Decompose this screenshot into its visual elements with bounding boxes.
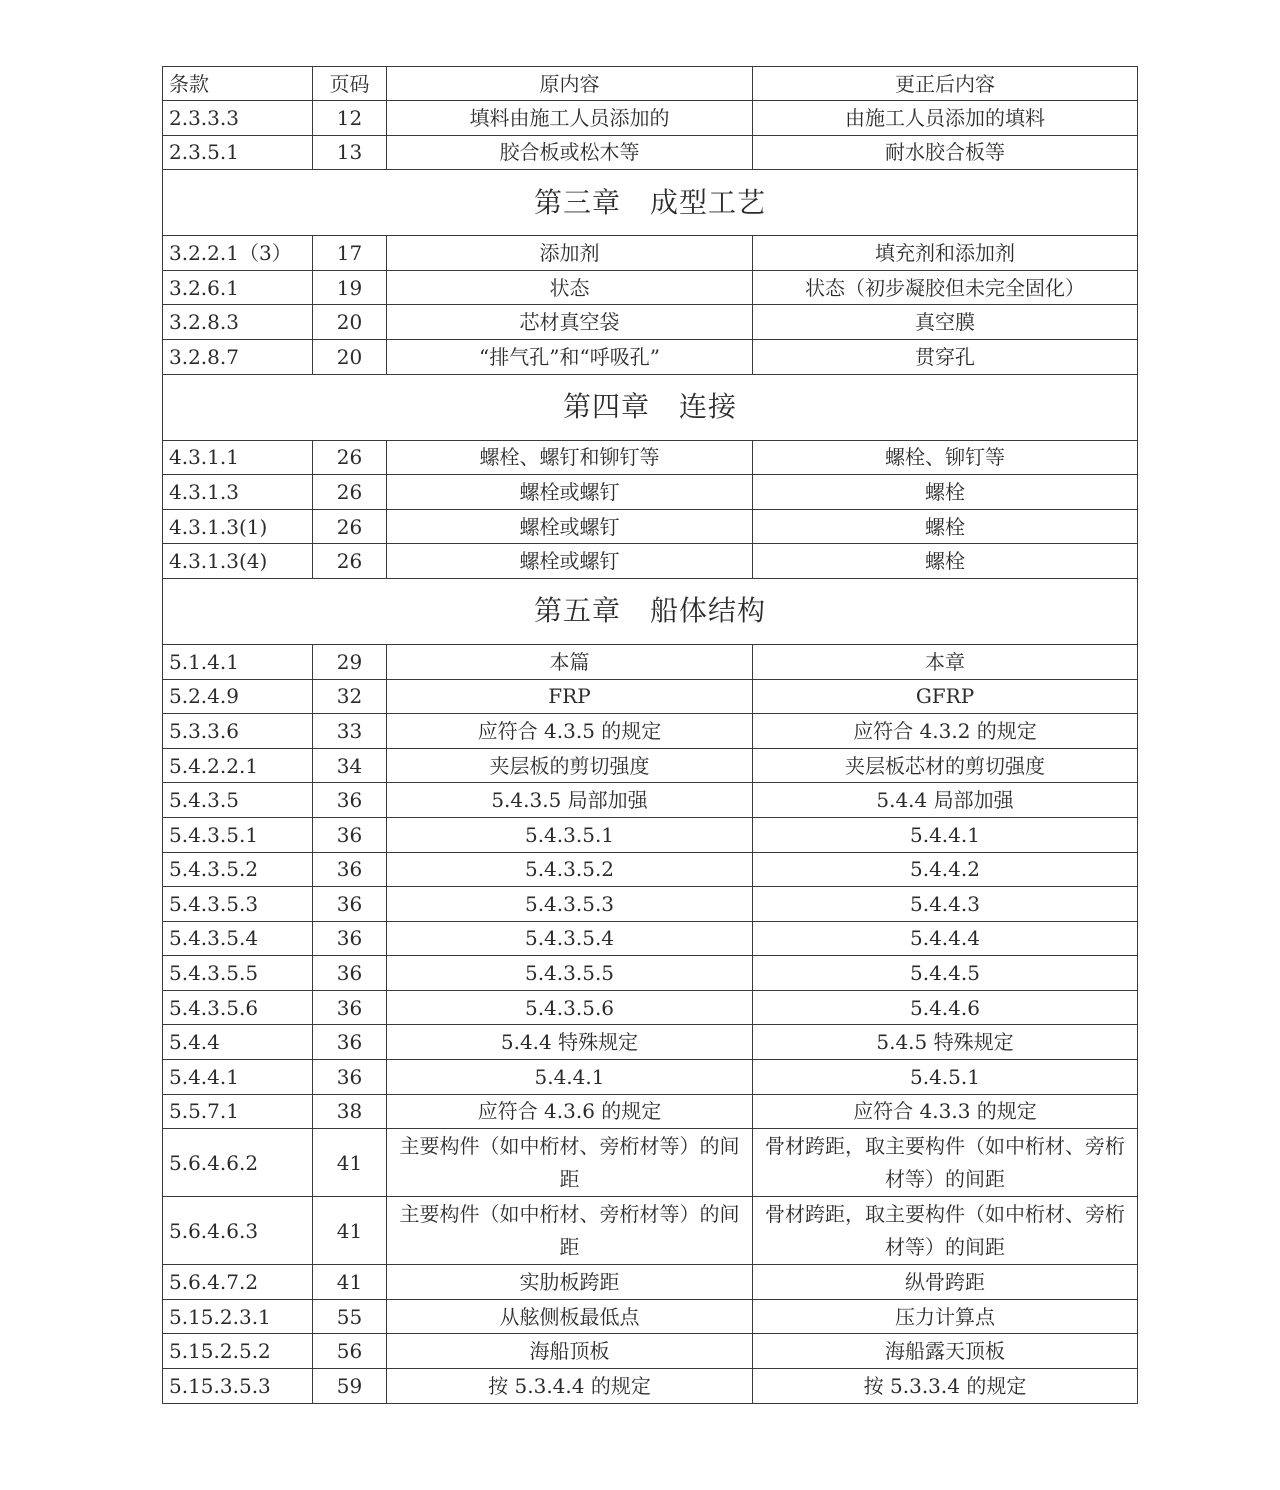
chapter-row — [163, 170, 1138, 236]
original-cell: 状态 — [387, 270, 753, 305]
page-cell: 26 — [313, 509, 387, 544]
original-cell: 添加剂 — [387, 236, 753, 271]
header-corrected: 更正后内容 — [753, 67, 1138, 101]
corrected-cell: 由施工人员添加的填料 — [753, 101, 1138, 136]
table-row — [163, 1025, 1138, 1060]
clause-cell: 3.2.8.7 — [163, 339, 313, 374]
clause-cell: 5.4.3.5.5 — [163, 956, 313, 991]
page-cell: 26 — [313, 440, 387, 475]
table-row — [163, 679, 1138, 714]
original-cell: 主要构件（如中桁材、旁桁材等）的间距 — [387, 1197, 753, 1265]
page-cell: 36 — [313, 1025, 387, 1060]
page-cell: 17 — [313, 236, 387, 271]
corrected-cell: 应符合 4.3.3 的规定 — [753, 1094, 1138, 1129]
corrected-cell: 填充剂和添加剂 — [753, 236, 1138, 271]
page-cell: 36 — [313, 956, 387, 991]
table-row — [163, 1129, 1138, 1197]
clause-cell: 3.2.6.1 — [163, 270, 313, 305]
table-row — [163, 339, 1138, 374]
clause-cell: 4.3.1.3(1) — [163, 509, 313, 544]
table-row — [163, 748, 1138, 783]
original-cell: 实肋板跨距 — [387, 1265, 753, 1300]
original-cell: 螺栓或螺钉 — [387, 544, 753, 579]
original-cell: 胶合板或松木等 — [387, 135, 753, 170]
page-cell: 36 — [313, 921, 387, 956]
page-cell: 36 — [313, 817, 387, 852]
header-row — [163, 67, 1138, 101]
page-cell: 36 — [313, 852, 387, 887]
clause-cell: 5.4.2.2.1 — [163, 748, 313, 783]
table-row — [163, 236, 1138, 271]
corrected-cell: 骨材跨距，取主要构件（如中桁材、旁桁材等）的间距 — [753, 1197, 1138, 1265]
page-cell: 20 — [313, 305, 387, 340]
clause-cell: 5.15.2.3.1 — [163, 1299, 313, 1334]
corrected-cell: 5.4.5.1 — [753, 1060, 1138, 1095]
corrected-cell: GFRP — [753, 679, 1138, 714]
corrected-cell: 5.4.4.5 — [753, 956, 1138, 991]
clause-cell: 5.2.4.9 — [163, 679, 313, 714]
clause-cell: 5.4.3.5.2 — [163, 852, 313, 887]
original-cell: 5.4.3.5.3 — [387, 887, 753, 922]
original-cell: 螺栓或螺钉 — [387, 475, 753, 510]
corrected-cell: 螺栓 — [753, 475, 1138, 510]
corrected-cell: 5.4.4.1 — [753, 817, 1138, 852]
original-cell: FRP — [387, 679, 753, 714]
table-row — [163, 544, 1138, 579]
page-cell: 26 — [313, 544, 387, 579]
corrected-cell: 螺栓 — [753, 544, 1138, 579]
table-row — [163, 714, 1138, 749]
corrected-cell: 纵骨跨距 — [753, 1265, 1138, 1300]
chapter-title: 第三章 成型工艺 — [163, 170, 1138, 236]
clause-cell: 3.2.2.1（3） — [163, 236, 313, 271]
page-cell: 34 — [313, 748, 387, 783]
clause-cell: 5.6.4.7.2 — [163, 1265, 313, 1300]
table-row — [163, 1369, 1138, 1404]
page-cell: 56 — [313, 1334, 387, 1369]
original-cell: 5.4.3.5.1 — [387, 817, 753, 852]
page-cell: 26 — [313, 475, 387, 510]
header-original: 原内容 — [387, 67, 753, 101]
table-row — [163, 783, 1138, 818]
clause-cell: 4.3.1.1 — [163, 440, 313, 475]
original-cell: 应符合 4.3.6 的规定 — [387, 1094, 753, 1129]
corrected-cell: 本章 — [753, 644, 1138, 679]
corrected-cell: 5.4.4.4 — [753, 921, 1138, 956]
corrected-cell: 5.4.4.3 — [753, 887, 1138, 922]
page-cell: 32 — [313, 679, 387, 714]
corrected-cell: 状态（初步凝胶但未完全固化） — [753, 270, 1138, 305]
table-row — [163, 1299, 1138, 1334]
table-row — [163, 887, 1138, 922]
table-row — [163, 817, 1138, 852]
clause-cell: 5.3.3.6 — [163, 714, 313, 749]
clause-cell: 5.6.4.6.2 — [163, 1129, 313, 1197]
page-cell: 36 — [313, 783, 387, 818]
table-row — [163, 921, 1138, 956]
chapter-row — [163, 374, 1138, 440]
table-row — [163, 1334, 1138, 1369]
original-cell: 5.4.4 特殊规定 — [387, 1025, 753, 1060]
original-cell: 填料由施工人员添加的 — [387, 101, 753, 136]
page-cell: 20 — [313, 339, 387, 374]
original-cell: 从舷侧板最低点 — [387, 1299, 753, 1334]
chapter-title: 第五章 船体结构 — [163, 578, 1138, 644]
corrected-cell: 螺栓、铆钉等 — [753, 440, 1138, 475]
original-cell: 5.4.3.5 局部加强 — [387, 783, 753, 818]
table-row — [163, 644, 1138, 679]
header-clause: 条款 — [163, 67, 313, 101]
corrected-cell: 真空膜 — [753, 305, 1138, 340]
original-cell: 夹层板的剪切强度 — [387, 748, 753, 783]
clause-cell: 4.3.1.3(4) — [163, 544, 313, 579]
corrected-cell: 骨材跨距，取主要构件（如中桁材、旁桁材等）的间距 — [753, 1129, 1138, 1197]
corrected-cell: 5.4.4.6 — [753, 990, 1138, 1025]
corrected-cell: 应符合 4.3.2 的规定 — [753, 714, 1138, 749]
page-cell: 19 — [313, 270, 387, 305]
page-cell: 36 — [313, 887, 387, 922]
corrected-cell: 夹层板芯材的剪切强度 — [753, 748, 1138, 783]
clause-cell: 5.4.3.5.3 — [163, 887, 313, 922]
clause-cell: 5.4.3.5.4 — [163, 921, 313, 956]
original-cell: 5.4.3.5.6 — [387, 990, 753, 1025]
corrected-cell: 螺栓 — [753, 509, 1138, 544]
clause-cell: 5.4.4 — [163, 1025, 313, 1060]
original-cell: 5.4.3.5.5 — [387, 956, 753, 991]
original-cell: 螺栓、螺钉和铆钉等 — [387, 440, 753, 475]
page-cell: 12 — [313, 101, 387, 136]
table-row — [163, 1197, 1138, 1265]
table-row — [163, 509, 1138, 544]
clause-cell: 5.6.4.6.3 — [163, 1197, 313, 1265]
clause-cell: 5.4.3.5.1 — [163, 817, 313, 852]
page-cell: 33 — [313, 714, 387, 749]
clause-cell: 5.4.3.5.6 — [163, 990, 313, 1025]
clause-cell: 5.5.7.1 — [163, 1094, 313, 1129]
clause-cell: 5.15.2.5.2 — [163, 1334, 313, 1369]
table-row — [163, 270, 1138, 305]
clause-cell: 2.3.5.1 — [163, 135, 313, 170]
table-row — [163, 305, 1138, 340]
page-cell: 41 — [313, 1129, 387, 1197]
page-cell: 59 — [313, 1369, 387, 1404]
corrected-cell: 5.4.5 特殊规定 — [753, 1025, 1138, 1060]
clause-cell: 3.2.8.3 — [163, 305, 313, 340]
original-cell: 应符合 4.3.5 的规定 — [387, 714, 753, 749]
table-row — [163, 440, 1138, 475]
page-cell: 13 — [313, 135, 387, 170]
clause-cell: 4.3.1.3 — [163, 475, 313, 510]
page-cell: 41 — [313, 1197, 387, 1265]
table-row — [163, 956, 1138, 991]
corrected-cell: 贯穿孔 — [753, 339, 1138, 374]
page-cell: 29 — [313, 644, 387, 679]
original-cell: 螺栓或螺钉 — [387, 509, 753, 544]
original-cell: “排气孔”和“呼吸孔” — [387, 339, 753, 374]
chapter-row — [163, 578, 1138, 644]
corrected-cell: 海船露天顶板 — [753, 1334, 1138, 1369]
corrected-cell: 5.4.4.2 — [753, 852, 1138, 887]
clause-cell: 2.3.3.3 — [163, 101, 313, 136]
header-page: 页码 — [313, 67, 387, 101]
corrected-cell: 按 5.3.3.4 的规定 — [753, 1369, 1138, 1404]
original-cell: 本篇 — [387, 644, 753, 679]
clause-cell: 5.4.3.5 — [163, 783, 313, 818]
table-row — [163, 990, 1138, 1025]
original-cell: 海船顶板 — [387, 1334, 753, 1369]
corrected-cell: 5.4.4 局部加强 — [753, 783, 1138, 818]
original-cell: 芯材真空袋 — [387, 305, 753, 340]
chapter-title: 第四章 连接 — [163, 374, 1138, 440]
clause-cell: 5.1.4.1 — [163, 644, 313, 679]
original-cell: 主要构件（如中桁材、旁桁材等）的间距 — [387, 1129, 753, 1197]
clause-cell: 5.15.3.5.3 — [163, 1369, 313, 1404]
page-cell: 36 — [313, 990, 387, 1025]
corrected-cell: 压力计算点 — [753, 1299, 1138, 1334]
errata-table — [162, 66, 1138, 1404]
table-row — [163, 1265, 1138, 1300]
table-row — [163, 475, 1138, 510]
page-cell: 41 — [313, 1265, 387, 1300]
table-row — [163, 852, 1138, 887]
table-row — [163, 101, 1138, 136]
page-cell: 38 — [313, 1094, 387, 1129]
table-row — [163, 135, 1138, 170]
table-row — [163, 1060, 1138, 1095]
table-row — [163, 1094, 1138, 1129]
page-cell: 55 — [313, 1299, 387, 1334]
original-cell: 按 5.3.4.4 的规定 — [387, 1369, 753, 1404]
errata-body — [163, 101, 1138, 1404]
original-cell: 5.4.4.1 — [387, 1060, 753, 1095]
clause-cell: 5.4.4.1 — [163, 1060, 313, 1095]
corrected-cell: 耐水胶合板等 — [753, 135, 1138, 170]
page-cell: 36 — [313, 1060, 387, 1095]
original-cell: 5.4.3.5.2 — [387, 852, 753, 887]
original-cell: 5.4.3.5.4 — [387, 921, 753, 956]
